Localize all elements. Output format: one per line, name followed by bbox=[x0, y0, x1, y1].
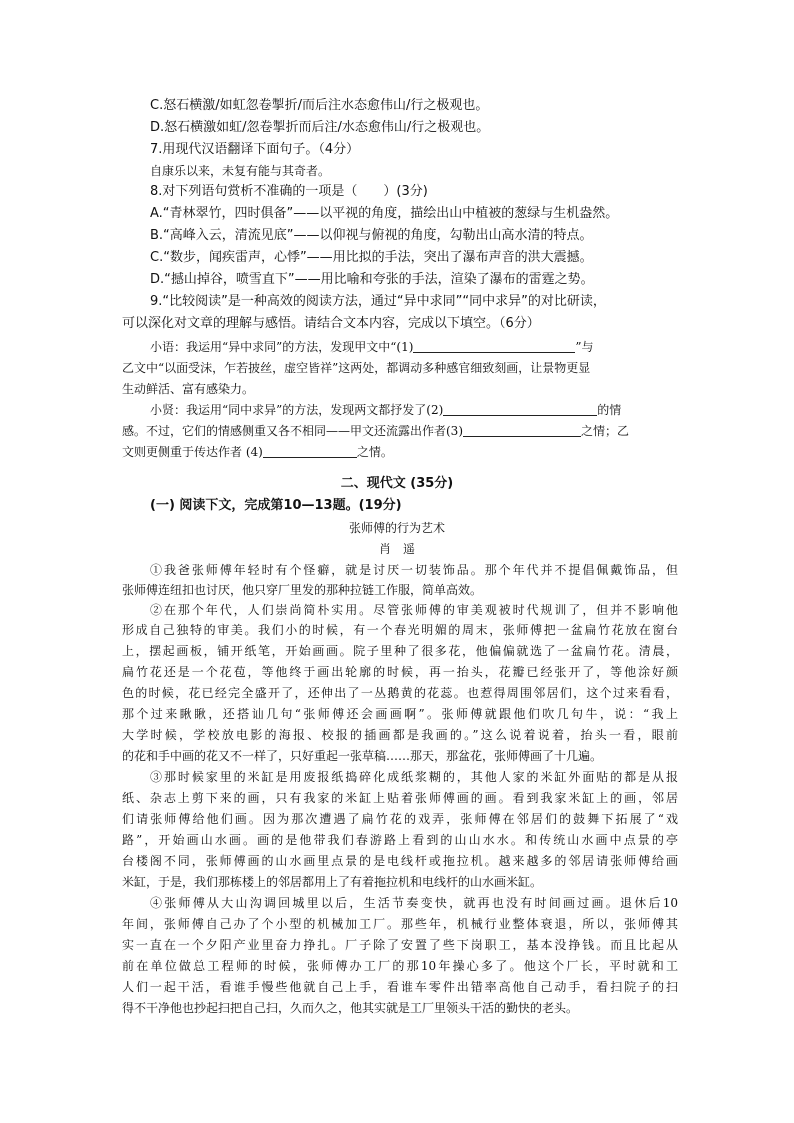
question-8-option-d: D.“撼山掉谷，喷雪直下”——用比喻和夸张的手法，渲染了瀑布的雷霆之势。 bbox=[150, 272, 594, 287]
paragraph-2-line: 形成自己独特的审美。我们小的时候，有一个春光明媚的周末，张师傅把一盆扁竹花放在窗台 bbox=[122, 623, 678, 637]
paragraph-3-line: 米缸，于是，我们那栋楼上的邻居都用上了有着拖拉机和电线杆的山水画米缸。 bbox=[122, 875, 543, 889]
paragraph-3-line: 路”，开始画山水画。画的是他带我们春游路上看到的山山水水。和传统山水画中点景的亭 bbox=[122, 833, 678, 847]
paragraph-2-line: 上，摆起画板，铺开纸笔，开始画画。院子里种了很多花，他偏偏就选了一盆扁竹花。清晨， bbox=[122, 644, 678, 658]
question-8-option-b: B.“高峰入云，清流见底”——以仰视与俯视的角度，勾勒出山高水清的特点。 bbox=[150, 228, 593, 243]
article-author: 肖 遥 bbox=[378, 542, 415, 556]
xiaoxian-line-3 bbox=[122, 442, 393, 462]
paragraph-3-line: 纸、杂志上剪下来的画，只有我家的米缸上贴着张师傅画的画。看到我家米缸上的画，邻居 bbox=[122, 791, 678, 805]
question-7-sentence: 自康乐以来，未复有能与其奇者。 bbox=[150, 164, 331, 178]
paragraph-1-line: 张师傅连纽扣也讨厌，他只穿厂里发的那种拉链工作服，简单高效。 bbox=[122, 583, 483, 597]
paragraph-3-line: ③那时候家里的米缸是用废报纸捣碎化成纸浆糊的，其他人家的米缸外面贴的都是从报 bbox=[150, 770, 678, 784]
paragraph-2-line: 大学时候，学校放电影的海报、校报的插画都是我画的。”这么说着说着，抬头一看，眼前 bbox=[122, 728, 678, 742]
paragraph-4-line: 得不干净他也抄起扫把自己扫，久而久之，他其实就是工厂里领头干活的勤快的老头。 bbox=[122, 1001, 579, 1015]
question-8-option-a: A.“青林翠竹，四时俱备”——以平视的角度，描绘出山中植被的葱绿与生机盎然。 bbox=[150, 206, 619, 221]
paragraph-2-line: ②在那个年代，人们崇尚简朴实用。尽管张师傅的审美观被时代规训了，但并不影响他 bbox=[150, 603, 678, 617]
paragraph-2-line: 那个过来瞅瞅，还搭讪几句“张师傅还会画画啊”。张师傅就跟他们吹几句牛，说：“我上 bbox=[122, 707, 678, 721]
paragraph-1-line: ①我爸张师傅年轻时有个怪癖，就是讨厌一切装饰品。那个年代并不提倡佩戴饰品，但 bbox=[150, 563, 678, 577]
xiaoxian-line-1 bbox=[150, 400, 621, 420]
paragraph-4-line: 年间，张师傅自己办了个小型的机械加工厂。那些年，机械行业整体衰退，所以，张师傅其 bbox=[122, 917, 678, 931]
answer-blank-4[interactable] bbox=[263, 443, 357, 458]
xiaoyu-line-1-post: ”与 bbox=[575, 340, 594, 354]
xiaoyu-line-1 bbox=[150, 337, 594, 357]
article-title: 张师傅的行为艺术 bbox=[348, 521, 445, 535]
xiaoyu-line-3: 生动鲜活、富有感染力。 bbox=[122, 382, 255, 396]
question-7-prompt: 7.用现代汉语翻译下面句子。（4分） bbox=[150, 142, 360, 157]
paragraph-3-line: 们请张师傅给他们画。因为那次遭遇了扁竹花的戏弄，张师傅在邻居们的鼓舞下拓展了“戏 bbox=[122, 812, 678, 826]
paragraph-2-line: 色的时候，花已经完全盛开了，还伸出了一丛鹅黄的花蕊。也惹得周围邻居们，这个过来看看， bbox=[122, 686, 678, 700]
answer-blank-2[interactable] bbox=[443, 401, 597, 416]
xiaoxian-line-2 bbox=[122, 421, 629, 441]
xiaoxian-line-1-post: 的情 bbox=[597, 403, 622, 417]
paragraph-4-line: 人们一起干活，看谁手慢些他就自己上手，看谁车零件出错率高他自己动手，看扫院子的扫 bbox=[122, 980, 678, 994]
question-9-stem-1: 9.“比较阅读”是一种高效的阅读方法，通过“异中求同”“同中求异”的对比研读， bbox=[150, 294, 606, 309]
paragraph-2-line: 扁竹花还是一个花苞，等他终于画出轮廓的时候，再一抬头，花瓣已经张开了，等他涂好颜 bbox=[122, 665, 678, 679]
section-heading: 二、现代文 (35分) bbox=[340, 476, 454, 491]
xiaoyu-line-1-pre: 小语：我运用“异中求同”的方法，发现甲文中“(1) bbox=[150, 340, 414, 354]
xiaoxian-line-3-post: 之情。 bbox=[356, 445, 393, 459]
question-8-option-c: C.“数步，闻疾雷声，心悸”——用比拟的手法，突出了瀑布声音的洪大震撼。 bbox=[150, 250, 593, 265]
xiaoyu-line-2: 乙文中“以面受沫，乍若披丝，虚空皆祥”这两处，都调动多种感官细致刻画，让景物更显 bbox=[122, 361, 591, 375]
xiaoxian-line-1-pre: 小贤：我运用“同中求异”的方法，发现两文都抒发了(2) bbox=[150, 403, 444, 417]
question-8-prompt: 8.对下列语句赏析不准确的一项是（ ）(3分) bbox=[150, 184, 428, 199]
option-c: C.怒石横激/如虹忽卷掣折/而后注水态愈伟山/行之极观也。 bbox=[150, 98, 489, 113]
paragraph-4-line: ④张师傅从大山沟调回城里以后，生活节奏变快，就再也没有时间画过画。退休后10 bbox=[150, 896, 678, 910]
question-9-stem-2: 可以深化对文章的理解与感悟。请结合文本内容，完成以下填空。（6分） bbox=[122, 316, 540, 331]
paragraph-3-line: 台楼阁不同，张师傅画的山水画里点景的是电线杆或拖拉机。越来越多的邻居请张师傅给画 bbox=[122, 854, 678, 868]
paragraph-4-line: 前在单位做总工程师的时候，张师傅办工厂的那10年操心多了。他这个厂长，平时就和工 bbox=[122, 959, 678, 973]
section-subheading: (一) 阅读下文，完成第10—13题。(19分) bbox=[150, 498, 402, 513]
answer-blank-3[interactable] bbox=[463, 422, 581, 437]
paragraph-2-line: 的花和手中画的花又不一样了，只好重起一张草稿……那天，那盆花，张师傅画了十几遍。 bbox=[122, 749, 603, 763]
xiaoxian-line-2-post: 之情；乙 bbox=[581, 424, 630, 438]
paragraph-4-line: 实一直在一个夕阳产业里奋力挣扎。厂子除了安置了些下岗职工，基本没挣钱。而且比起从 bbox=[122, 938, 678, 952]
xiaoxian-line-3-pre: 文则更侧重于传达作者 (4) bbox=[122, 445, 263, 459]
xiaoxian-line-2-pre: 感。不过，它们的情感侧重又各不相同——甲文还流露出作者(3) bbox=[122, 424, 464, 438]
option-d: D.怒石横激如虹/忽卷掣折而后注/水态愈伟山/行之极观也。 bbox=[150, 120, 490, 135]
answer-blank-1[interactable] bbox=[413, 338, 575, 353]
